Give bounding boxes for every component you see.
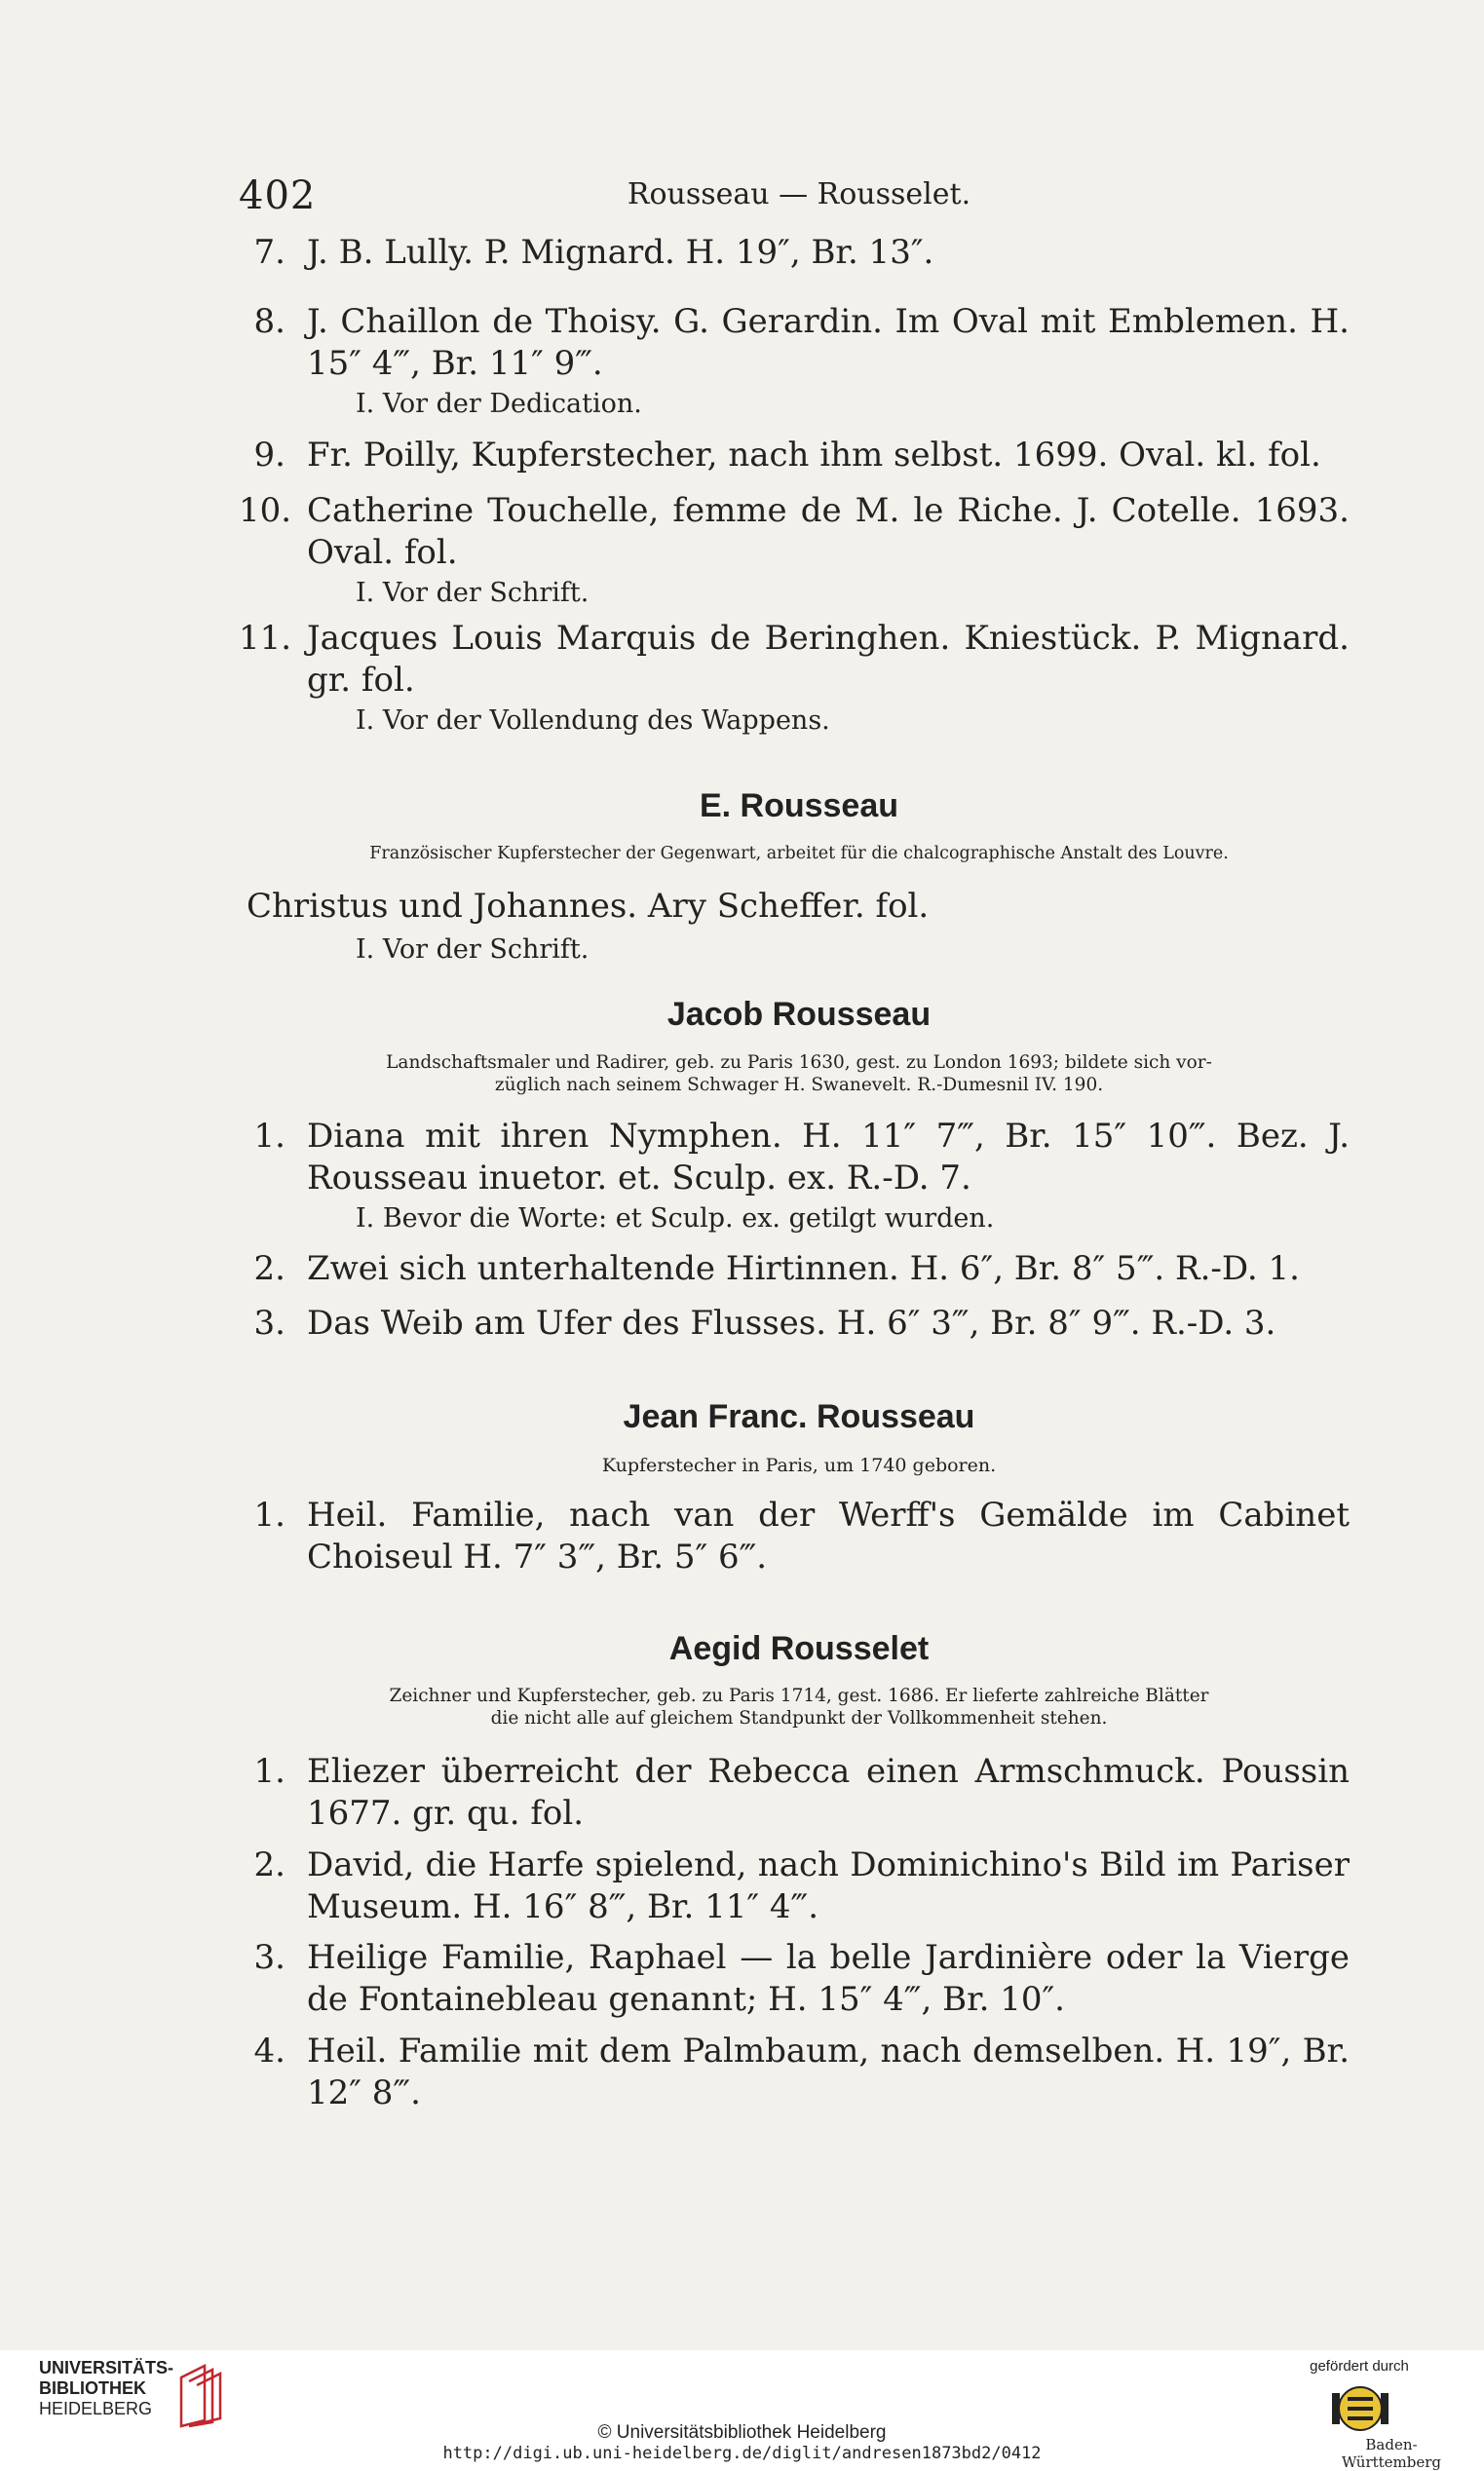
section-description-line1: Zeichner und Kupferstecher, geb. zu Paris 1714, gest. 1686. Er lieferte zahlreiche Blätter: [389, 1686, 1209, 1706]
aegid-entry-4: 4. Heil. Familie mit dem Palmbaum, nach demselben. H. 19″, Br. 12″ 8‴.: [253, 2032, 1350, 2112]
entry-text: David, die Harfe spielend, nach Dominichino's Bild im Pariser Museum. H. 16″ 8‴, Br. 11″ 4‴.: [307, 1845, 1350, 1926]
section-heading-e-rousseau: E. Rousseau: [699, 787, 899, 824]
entry-text: Heil. Familie mit dem Palmbaum, nach demselben. H. 19″, Br. 12″ 8‴.: [307, 2032, 1350, 2112]
page-header: [239, 173, 1359, 222]
library-mark-icon: [175, 2364, 226, 2428]
section-heading-jacob-rousseau: Jacob Rousseau: [666, 996, 932, 1033]
entry-state: I. Vor der Vollendung des Wappens.: [356, 705, 830, 736]
section-description-line2: die nicht alle auf gleichem Standpunkt der Vollkommenheit stehen.: [490, 1708, 1108, 1729]
section-description: Kupferstecher in Paris, um 1740 geboren.: [601, 1455, 997, 1476]
copyright-notice: © Universitätsbibliothek Heidelberg: [597, 2422, 887, 2443]
digitization-footer: [0, 2350, 1484, 2471]
section-description: Französischer Kupferstecher der Gegenwart, arbeitet für die chalcographische Anstalt des Louvre.: [369, 844, 1229, 863]
page-number: 402: [239, 173, 317, 218]
entry-state: I. Bevor die Worte: et Sculp. ex. getilgt wurden.: [356, 1203, 995, 1234]
entry-christus: Christus und Johannes. Ary Scheffer. fol.: [247, 887, 930, 926]
entry-text: Eliezer überreicht der Rebecca einen Armschmuck. Poussin 1677. gr. qu. fol.: [307, 1752, 1350, 1833]
entry-9: 9. Fr. Poilly, Kupferstecher, nach ihm selbst. 1699. Oval. kl. fol.: [239, 435, 1350, 476]
entry-text: Das Weib am Ufer des Flusses. H. 6″ 3‴, Br. 8″ 9‴. R.-D. 3.: [307, 1304, 1276, 1343]
entry-text: Heilige Familie, Raphael — la belle Jardinière oder la Vierge de Fontainebleau genannt; H. 15″ 4‴, Br. 10″.: [307, 1938, 1350, 2019]
entry-text: J. B. Lully. P. Mignard. H. 19″, Br. 13″.: [307, 233, 934, 272]
entry-10: 10. Catherine Touchelle, femme de M. le Riche. J. Cotelle. 1693. Oval. fol. I. Vor der Schrift.: [239, 490, 1350, 613]
aegid-entry-1: 1. Eliezer überreicht der Rebecca einen Armschmuck. Poussin 1677. gr. qu. fol.: [253, 1752, 1350, 1833]
section-description-line1: Landschaftsmaler und Radirer, geb. zu Paris 1630, gest. zu London 1693; bildete sich vor-: [386, 1052, 1212, 1073]
entry-text: Fr. Poilly, Kupferstecher, nach ihm selbst. 1699. Oval. kl. fol.: [307, 436, 1321, 475]
entry-text: Jacques Louis Marquis de Beringhen. Kniestück. P. Mignard. gr. fol.: [307, 619, 1350, 700]
entry-8: 8. J. Chaillon de Thoisy. G. Gerardin. Im Oval mit Emblemen. H. 15″ 4‴, Br. 11″ 9‴. I. Vor der Dedication.: [239, 301, 1350, 424]
logo-text-line3: HEIDELBERG: [39, 2399, 153, 2418]
section-heading-aegid-rousselet: Aegid Rousselet: [668, 1630, 930, 1667]
funded-by-label: gefördert durch: [1310, 2358, 1409, 2375]
entry-text: Zwei sich unterhaltende Hirtinnen. H. 6″, Br. 8″ 5‴. R.-D. 1.: [307, 1249, 1300, 1288]
baden-wuerttemberg-emblem-icon: [1326, 2383, 1394, 2434]
running-head: Rousseau — Rousselet.: [627, 177, 971, 211]
section-heading-jean-franc-rousseau: Jean Franc. Rousseau: [623, 1398, 975, 1435]
logo-text-line2: BIBLIOTHEK: [39, 2378, 146, 2398]
aegid-entry-2: 2. David, die Harfe spielend, nach Dominichino's Bild im Pariser Museum. H. 16″ 8‴, Br. 11″ 4‴.: [253, 1845, 1350, 1926]
entry-text: Catherine Touchelle, femme de M. le Riche. J. Cotelle. 1693. Oval. fol.: [307, 491, 1350, 572]
entry-text: Diana mit ihren Nymphen. H. 11″ 7‴, Br. 15″ 10‴. Bez. J. Rousseau inuetor. et. Sculp. ex. R.-D. 7.: [307, 1117, 1350, 1197]
funder-name: Baden-Württemberg: [1341, 2436, 1442, 2471]
jean-entry-1: 1. Heil. Familie, nach van der Werff's Gemälde im Cabinet Choiseul H. 7″ 3‴, Br. 5″ 6‴.: [253, 1496, 1350, 1577]
logo-text-line1: UNIVERSITÄTS-: [39, 2358, 174, 2377]
aegid-entry-3: 3. Heilige Familie, Raphael — la belle Jardinière oder la Vierge de Fontainebleau genannt; H. 15″ 4‴, Br. 10″.: [253, 1938, 1350, 2019]
entry-state: I. Vor der Dedication.: [356, 389, 642, 419]
entry-state: I. Vor der Schrift.: [356, 934, 590, 965]
entry-7: 7. J. B. Lully. P. Mignard. H. 19″, Br. 13″.: [239, 232, 1350, 274]
entry-text: Heil. Familie, nach van der Werff's Gemälde im Cabinet Choiseul H. 7″ 3‴, Br. 5″ 6‴.: [307, 1496, 1350, 1577]
jacob-entry-3: 3. Das Weib am Ufer des Flusses. H. 6″ 3‴, Br. 8″ 9‴. R.-D. 3.: [239, 1303, 1350, 1345]
entry-11: 11. Jacques Louis Marquis de Beringhen. Kniestück. P. Mignard. gr. fol. I. Vor der Vollendung des Wappens.: [239, 618, 1350, 741]
permalink-url[interactable]: http://digi.ub.uni-heidelberg.de/diglit/andresen1873bd2/0412: [442, 2444, 1042, 2463]
entry-state: I. Vor der Schrift.: [356, 578, 590, 608]
jacob-entry-2: 2. Zwei sich unterhaltende Hirtinnen. H. 6″, Br. 8″ 5‴. R.-D. 1.: [239, 1248, 1350, 1290]
section-description-line2: züglich nach seinem Schwager H. Swanevelt. R.-Dumesnil IV. 190.: [494, 1075, 1104, 1095]
entry-text: J. Chaillon de Thoisy. G. Gerardin. Im Oval mit Emblemen. H. 15″ 4‴, Br. 11″ 9‴.: [307, 302, 1350, 383]
jacob-entry-1: 1. Diana mit ihren Nymphen. H. 11″ 7‴, Br. 15″ 10‴. Bez. J. Rousseau inuetor. et. Sculp. ex. R.-D. 7. I. Bevor die Worte: et Sculp. ex. getilgt wurden.: [239, 1116, 1350, 1238]
